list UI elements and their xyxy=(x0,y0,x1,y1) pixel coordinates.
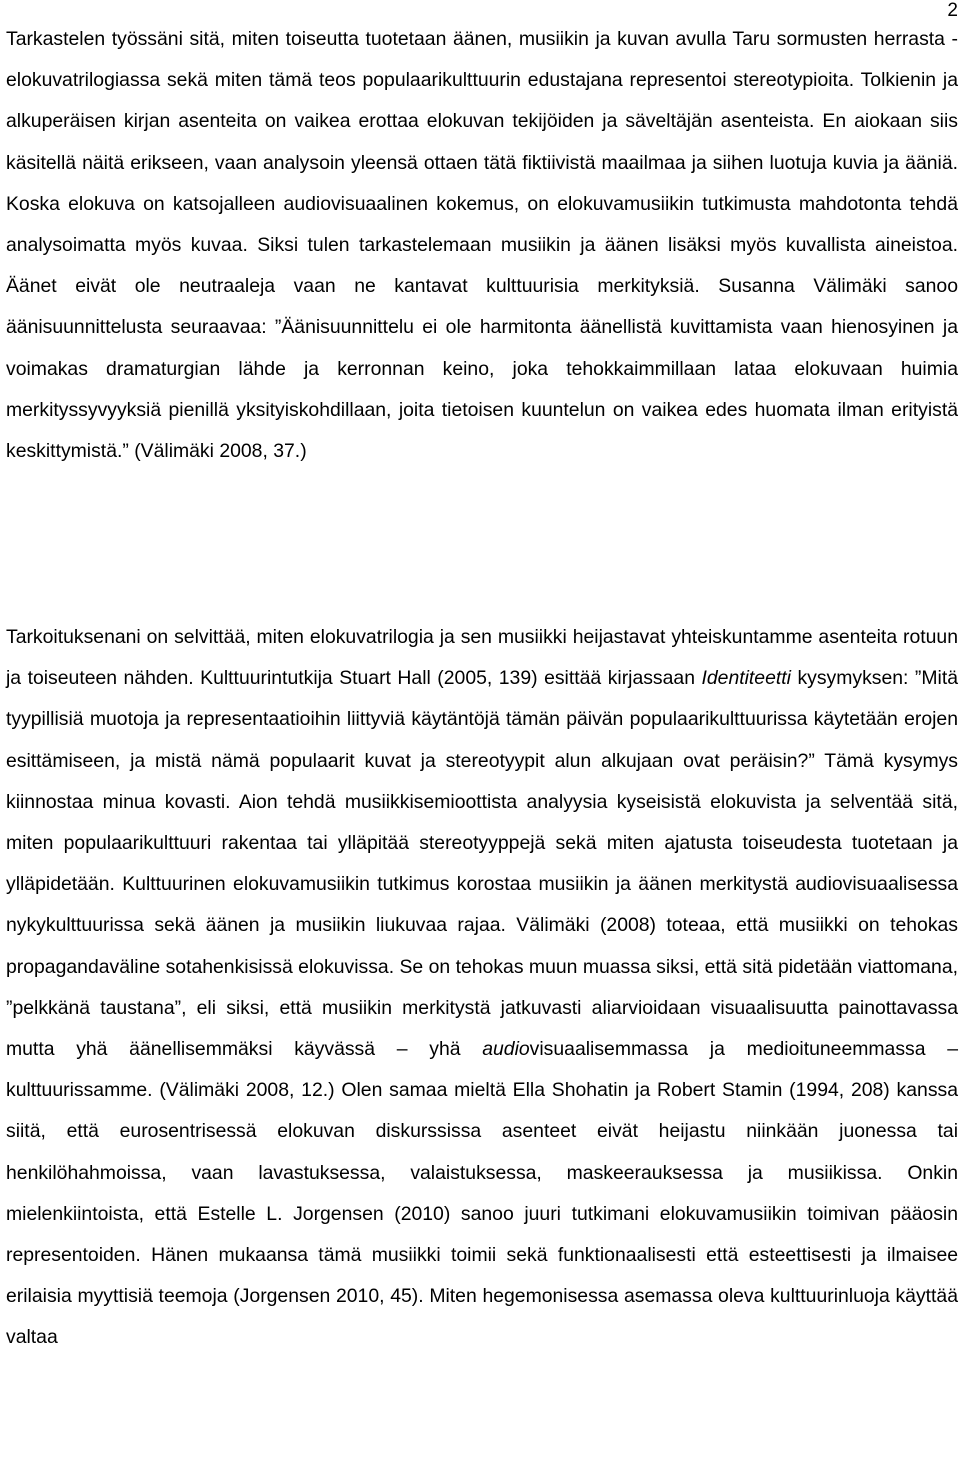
sentence: En aiokaan siis käsitellä näitä erikseen, vaan analysoin yleensä ottaen tätä fiktiivistä maailmaa ja siihen luotuja kuvia ja ääniä. xyxy=(6,110,958,174)
sentence: Tarkoituksenani on selvittää, miten elokuvatrilogia ja sen musiikki heijastavat yhteiskuntamme asenteita rotuun ja toiseuteen nähden. xyxy=(6,626,958,690)
sentence-part: Välimäki (2008) toteaa, että musiikki on tehokas propagandaväline sotahenkisissä elokuvissa. Se on tehokas muun muassa siksi, että sitä pidetään viattomana, ”pelkkänä taustana”, eli siksi, että musiikin merkitystä jatkuvasti aliarvioidaan visuaalisuutta painottavassa mutta yhä äänellisemmäksi käyvässä – yhä xyxy=(6,914,958,1061)
sentence: Hänen mukaansa tämä musiikki toimii sekä funktionaalisesti että esteettisesti ja ilmaisee erilaisia myyttisiä teemoja (Jorgensen 2010, 45). xyxy=(6,1244,959,1308)
sentence-part: Kulttuurintutkija Stuart Hall (2005, 139) esittää kirjassaan xyxy=(200,667,702,690)
quote-sentence: Susanna Välimäki sanoo äänisuunnittelusta seuraavaa: ”Äänisuunnittelu ei ole harmitonta äänellistä kuvittamista vaan hienosyinen ja voimakas dramaturgian lähde ja kerronnan keino, joka tehokkaimmillaan lataa elokuvaan huimia merkityssyvyyksiä pienillä yksityiskohdillaan, joita tietoisen kuuntelun on vaikea edes huomata ilman erityistä keskittymistä.” (Välimäki 2008, 37.) xyxy=(6,275,958,463)
book-title: Identiteetti xyxy=(701,667,791,690)
paragraph-intro xyxy=(6,19,958,472)
sentence: Tämä kysymys kiinnostaa minua kovasti. xyxy=(6,749,958,813)
paragraph-purpose xyxy=(6,617,958,1359)
sentence: Tarkastelen työssäni sitä, miten toiseutta tuotetaan äänen, musiikin ja kuvan avulla Taru sormusten herrasta -elokuvatrilogiassa sekä miten tämä teos populaarikulttuurin edustajana representoi stereotypioita. xyxy=(6,28,958,92)
page-number: 2 xyxy=(947,0,958,21)
sentence: Aion tehdä musiikkisemioottista analyysia kyseisistä elokuvista ja selventää sitä, miten populaarikulttuuri rakentaa tai ylläpitää stereotyyppejä sekä miten ajatusta toiseudesta tuotetaan ja ylläpidetään. xyxy=(6,790,958,896)
sentence: Kulttuurinen elokuvamusiikin tutkimus korostaa musiikin ja äänen merkitystä audiovisuaalisessa nykykulttuurissa sekä äänen ja musiikin liukuvaa rajaa. xyxy=(6,873,958,937)
sentence: Olen samaa mieltä Ella Shohatin ja Robert Stamin (1994, 208) kanssa siitä, että eurosentrisessä elokuvan diskurssissa asenteet eivät heijastu niinkään juonessa tai henkilöhahmoissa, vaan lavastuksessa, valaistuksessa, maskeerauksessa ja musiikissa. xyxy=(6,1079,958,1184)
sentence: Siksi tulen tarkastelemaan musiikin ja äänen lisäksi myös kuvallista aineistoa. xyxy=(257,234,959,257)
sentence: Miten hegemonisessa asemassa oleva kulttuurinluoja käyttää valtaa xyxy=(6,1285,958,1349)
sentence-part: kysymyksen: ”Mitä tyypillisiä muotoja ja representaatioihin liittyviä käytäntöjä tämän päivän populaarikulttuurissa käytetään erojen esittämiseen, ja mistä nämä populaarit kuvat ja stereotyypit alun alkujaan ovat peräisin?” xyxy=(6,667,959,772)
sentence: Onkin mielenkiintoista, että Estelle L. Jorgensen (2010) sanoo juuri tutkimani elokuvamusiikin toimivan pääosin representoiden. xyxy=(6,1161,958,1267)
sentence: Tolkienin ja alkuperäisen kirjan asenteita on vaikea erottaa elokuvan tekijöiden ja säveltäjän asenteista. xyxy=(6,69,958,133)
emphasis-audio: audio xyxy=(482,1038,530,1061)
sentence: Äänet eivät ole neutraaleja vaan ne kantavat kulttuurisia merkityksiä. xyxy=(6,275,700,298)
sentence: Koska elokuva on katsojalleen audiovisuaalinen kokemus, on elokuvamusiikin tutkimusta mahdotonta tehdä analysoimatta myös kuvaa. xyxy=(6,192,958,257)
sentence-part: visuaalisemmassa ja medioituneemmassa – kulttuurissamme. (Välimäki 2008, 12.) xyxy=(6,1038,958,1102)
